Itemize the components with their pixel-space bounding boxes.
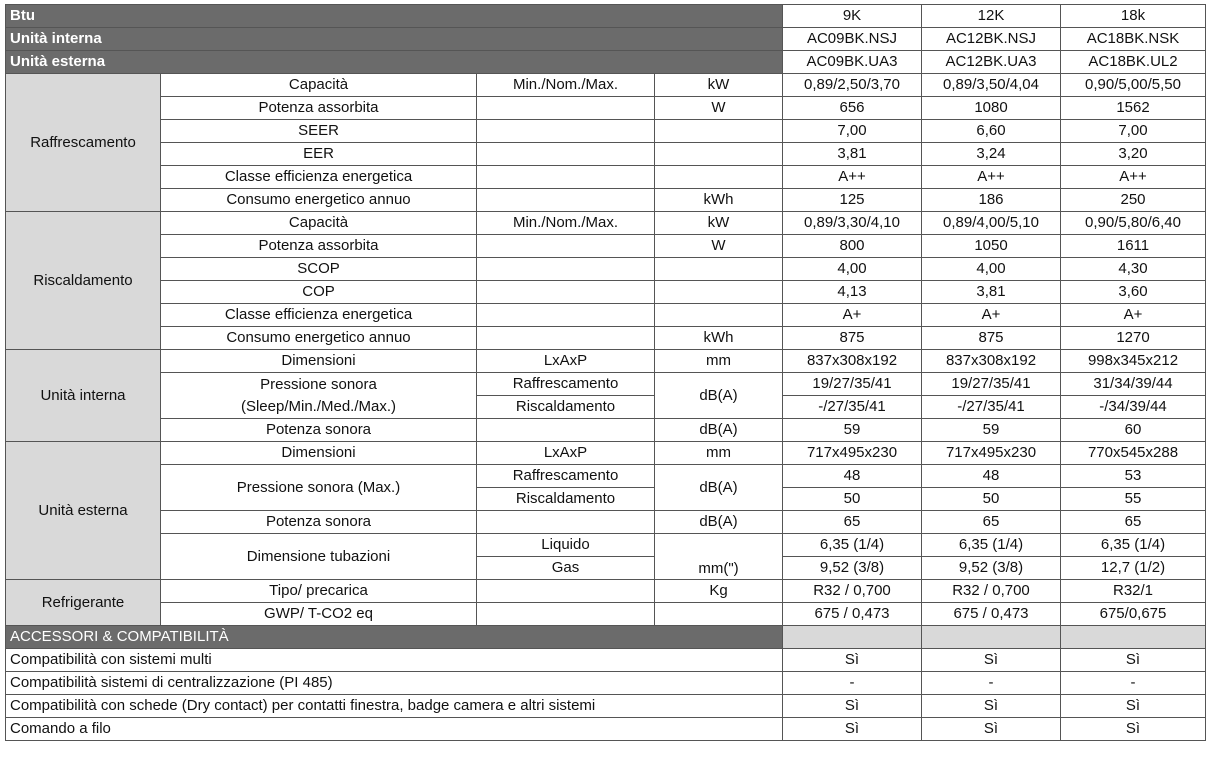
value-cell: A+: [922, 304, 1061, 327]
btu-label: Btu: [6, 5, 783, 28]
value-cell: 1080: [922, 97, 1061, 120]
header-row-btu: [6, 5, 1206, 28]
table-row: [6, 281, 1206, 304]
value-cell: A+: [1061, 304, 1206, 327]
value-cell: 0,89/2,50/3,70: [783, 74, 922, 97]
cond-cell: Min./Nom./Max.: [477, 74, 655, 97]
table-row: [6, 97, 1206, 120]
specs-table: [5, 4, 1206, 741]
value-cell: 7,00: [1061, 120, 1206, 143]
cond-cell: Riscaldamento: [477, 488, 655, 511]
value-cell: 1562: [1061, 97, 1206, 120]
value-cell: 675 / 0,473: [922, 603, 1061, 626]
cond-cell: [477, 97, 655, 120]
unit-cell: [655, 120, 783, 143]
value-cell: 6,35 (1/4): [783, 534, 922, 557]
value-cell: 4,00: [922, 258, 1061, 281]
param-cell: Potenza assorbita: [161, 235, 477, 258]
table-row: [6, 350, 1206, 373]
unit-cell: dB(A): [655, 511, 783, 534]
table-row: [6, 120, 1206, 143]
unit-cell: W: [655, 97, 783, 120]
table-row: [6, 534, 1206, 557]
group-label-unita-interna: Unità interna: [6, 350, 161, 442]
unit-cell: [655, 281, 783, 304]
model-value: AC12BK.NSJ: [922, 28, 1061, 51]
value-cell: 9,52 (3/8): [783, 557, 922, 580]
param-cell: EER: [161, 143, 477, 166]
table-row: [6, 695, 1206, 718]
param-cell: COP: [161, 281, 477, 304]
table-row: [6, 511, 1206, 534]
table-row: [6, 419, 1206, 442]
value-cell: -/27/35/41: [783, 396, 922, 419]
table-row: [6, 74, 1206, 97]
value-cell: 60: [1061, 419, 1206, 442]
unit-cell: [655, 143, 783, 166]
value-cell: Sì: [922, 718, 1061, 741]
section-blank-cell: [783, 626, 922, 649]
value-cell: 50: [783, 488, 922, 511]
group-label-unita-esterna: Unità esterna: [6, 442, 161, 580]
cond-cell: Riscaldamento: [477, 396, 655, 419]
unit-cell: kWh: [655, 327, 783, 350]
accessory-label: Compatibilità con sistemi multi: [6, 649, 783, 672]
table-row: [6, 143, 1206, 166]
cond-cell: [477, 258, 655, 281]
param-cell: Capacità: [161, 74, 477, 97]
value-cell: 717x495x230: [783, 442, 922, 465]
model-value: AC18BK.UL2: [1061, 51, 1206, 74]
cond-cell: [477, 235, 655, 258]
table-row: [6, 442, 1206, 465]
value-cell: 12,7 (1/2): [1061, 557, 1206, 580]
model-value: AC09BK.UA3: [783, 51, 922, 74]
value-cell: 0,90/5,80/6,40: [1061, 212, 1206, 235]
value-cell: 0,89/3,30/4,10: [783, 212, 922, 235]
param-cell: Potenza sonora: [161, 511, 477, 534]
value-cell: 0,89/4,00/5,10: [922, 212, 1061, 235]
value-cell: 0,90/5,00/5,50: [1061, 74, 1206, 97]
value-cell: 48: [783, 465, 922, 488]
cond-cell: Raffrescamento: [477, 373, 655, 396]
value-cell: 800: [783, 235, 922, 258]
table-row: [6, 212, 1206, 235]
unita-interna-label: Unità interna: [6, 28, 783, 51]
value-cell: 1270: [1061, 327, 1206, 350]
cond-cell: [477, 580, 655, 603]
cond-cell: LxAxP: [477, 350, 655, 373]
unit-cell: kW: [655, 74, 783, 97]
param-cell: Pressione sonora (Max.): [161, 465, 477, 511]
section-blank-cell: [922, 626, 1061, 649]
value-cell: 3,60: [1061, 281, 1206, 304]
value-cell: 250: [1061, 189, 1206, 212]
value-cell: 6,35 (1/4): [1061, 534, 1206, 557]
cond-cell: [477, 419, 655, 442]
unit-cell: kWh: [655, 189, 783, 212]
btu-value: 12K: [922, 5, 1061, 28]
header-row-unita-interna: [6, 28, 1206, 51]
table-row: [6, 304, 1206, 327]
value-cell: -: [922, 672, 1061, 695]
group-label-riscaldamento: Riscaldamento: [6, 212, 161, 350]
cond-cell: [477, 304, 655, 327]
value-cell: 4,00: [783, 258, 922, 281]
value-cell: Sì: [1061, 718, 1206, 741]
value-cell: -/27/35/41: [922, 396, 1061, 419]
value-cell: 998x345x212: [1061, 350, 1206, 373]
value-cell: -/34/39/44: [1061, 396, 1206, 419]
value-cell: Sì: [922, 695, 1061, 718]
unit-cell: Kg: [655, 580, 783, 603]
param-cell: Tipo/ precarica: [161, 580, 477, 603]
value-cell: 1050: [922, 235, 1061, 258]
param-cell: Dimensione tubazioni: [161, 534, 477, 580]
value-cell: Sì: [1061, 695, 1206, 718]
value-cell: 53: [1061, 465, 1206, 488]
cond-cell: Gas: [477, 557, 655, 580]
section-title-accessori: ACCESSORI & COMPATIBILITÀ: [6, 626, 783, 649]
cond-cell: Raffrescamento: [477, 465, 655, 488]
unit-cell: mm: [655, 442, 783, 465]
param-cell-pressione-sonora: [161, 373, 477, 419]
value-cell: 0,89/3,50/4,04: [922, 74, 1061, 97]
param-cell: Dimensioni: [161, 350, 477, 373]
value-cell: 3,20: [1061, 143, 1206, 166]
btu-value: 18k: [1061, 5, 1206, 28]
cond-cell: Liquido: [477, 534, 655, 557]
param-cell: Capacità: [161, 212, 477, 235]
param-cell: Consumo energetico annuo: [161, 327, 477, 350]
table-row: [6, 649, 1206, 672]
model-value: AC18BK.NSK: [1061, 28, 1206, 51]
value-cell: 3,81: [922, 281, 1061, 304]
cond-cell: [477, 143, 655, 166]
param-line: (Sleep/Min./Med./Max.): [240, 397, 397, 415]
value-cell: A++: [922, 166, 1061, 189]
table-row: [6, 327, 1206, 350]
cond-cell: [477, 120, 655, 143]
table-row: [6, 166, 1206, 189]
value-cell: 1611: [1061, 235, 1206, 258]
unit-cell: kW: [655, 212, 783, 235]
unita-esterna-label: Unità esterna: [6, 51, 783, 74]
value-cell: 59: [783, 419, 922, 442]
model-value: AC12BK.UA3: [922, 51, 1061, 74]
table-row: [6, 672, 1206, 695]
param-cell: GWP/ T-CO2 eq: [161, 603, 477, 626]
table-row: [6, 189, 1206, 212]
value-cell: 19/27/35/41: [922, 373, 1061, 396]
value-cell: Sì: [783, 649, 922, 672]
unit-cell: [655, 603, 783, 626]
value-cell: 31/34/39/44: [1061, 373, 1206, 396]
unit-cell: [655, 304, 783, 327]
value-cell: R32/1: [1061, 580, 1206, 603]
value-cell: 186: [922, 189, 1061, 212]
cond-cell: [477, 166, 655, 189]
value-cell: A++: [783, 166, 922, 189]
value-cell: 7,00: [783, 120, 922, 143]
value-cell: 65: [922, 511, 1061, 534]
value-cell: 9,52 (3/8): [922, 557, 1061, 580]
value-cell: 55: [1061, 488, 1206, 511]
model-value: AC09BK.NSJ: [783, 28, 922, 51]
value-cell: 3,81: [783, 143, 922, 166]
value-cell: A+: [783, 304, 922, 327]
value-cell: 50: [922, 488, 1061, 511]
value-cell: Sì: [1061, 649, 1206, 672]
param-cell: SCOP: [161, 258, 477, 281]
group-label-refrigerante: Refrigerante: [6, 580, 161, 626]
value-cell: 65: [1061, 511, 1206, 534]
table-row: [6, 580, 1206, 603]
value-cell: 125: [783, 189, 922, 212]
value-cell: Sì: [783, 695, 922, 718]
unit-cell: dB(A): [655, 465, 783, 511]
accessory-label: Compatibilità con schede (Dry contact) per contatti finestra, badge camera e altri sistemi: [6, 695, 783, 718]
value-cell: 65: [783, 511, 922, 534]
unit-cell: [655, 258, 783, 281]
param-cell: SEER: [161, 120, 477, 143]
value-cell: 19/27/35/41: [783, 373, 922, 396]
value-cell: 875: [783, 327, 922, 350]
value-cell: R32 / 0,700: [783, 580, 922, 603]
value-cell: 837x308x192: [922, 350, 1061, 373]
table-row: [6, 718, 1206, 741]
section-blank-cell: [1061, 626, 1206, 649]
value-cell: Sì: [922, 649, 1061, 672]
param-cell: Potenza assorbita: [161, 97, 477, 120]
value-cell: 48: [922, 465, 1061, 488]
param-cell: Dimensioni: [161, 442, 477, 465]
param-cell: Classe efficienza energetica: [161, 166, 477, 189]
value-cell: 717x495x230: [922, 442, 1061, 465]
cond-cell: [477, 511, 655, 534]
value-cell: 59: [922, 419, 1061, 442]
header-row-unita-esterna: [6, 51, 1206, 74]
value-cell: R32 / 0,700: [922, 580, 1061, 603]
unit-cell: dB(A): [655, 419, 783, 442]
value-cell: 675 / 0,473: [783, 603, 922, 626]
table-row: [6, 373, 1206, 396]
unit-cell: W: [655, 235, 783, 258]
unit-cell: [655, 166, 783, 189]
table-row: [6, 258, 1206, 281]
table-row: [6, 603, 1206, 626]
table-row: [6, 235, 1206, 258]
param-cell: Consumo energetico annuo: [161, 189, 477, 212]
cond-cell: [477, 327, 655, 350]
cond-cell: LxAxP: [477, 442, 655, 465]
value-cell: 837x308x192: [783, 350, 922, 373]
value-cell: 770x545x288: [1061, 442, 1206, 465]
unit-cell: mm: [655, 350, 783, 373]
param-cell: Potenza sonora: [161, 419, 477, 442]
unit-cell: dB(A): [655, 373, 783, 419]
value-cell: Sì: [783, 718, 922, 741]
value-cell: 875: [922, 327, 1061, 350]
value-cell: 656: [783, 97, 922, 120]
cond-cell: Min./Nom./Max.: [477, 212, 655, 235]
value-cell: 6,60: [922, 120, 1061, 143]
unit-cell: mm("): [655, 534, 783, 580]
group-label-raffrescamento: Raffrescamento: [6, 74, 161, 212]
accessory-label: Comando a filo: [6, 718, 783, 741]
value-cell: -: [783, 672, 922, 695]
param-line: Pressione sonora: [260, 375, 377, 393]
cond-cell: [477, 281, 655, 304]
value-cell: 3,24: [922, 143, 1061, 166]
value-cell: 675/0,675: [1061, 603, 1206, 626]
value-cell: 6,35 (1/4): [922, 534, 1061, 557]
value-cell: 4,13: [783, 281, 922, 304]
cond-cell: [477, 603, 655, 626]
accessory-label: Compatibilità sistemi di centralizzazione (PI 485): [6, 672, 783, 695]
cond-cell: [477, 189, 655, 212]
param-cell: Classe efficienza energetica: [161, 304, 477, 327]
btu-value: 9K: [783, 5, 922, 28]
value-cell: 4,30: [1061, 258, 1206, 281]
value-cell: -: [1061, 672, 1206, 695]
value-cell: A++: [1061, 166, 1206, 189]
section-header-row: [6, 626, 1206, 649]
table-row: [6, 465, 1206, 488]
